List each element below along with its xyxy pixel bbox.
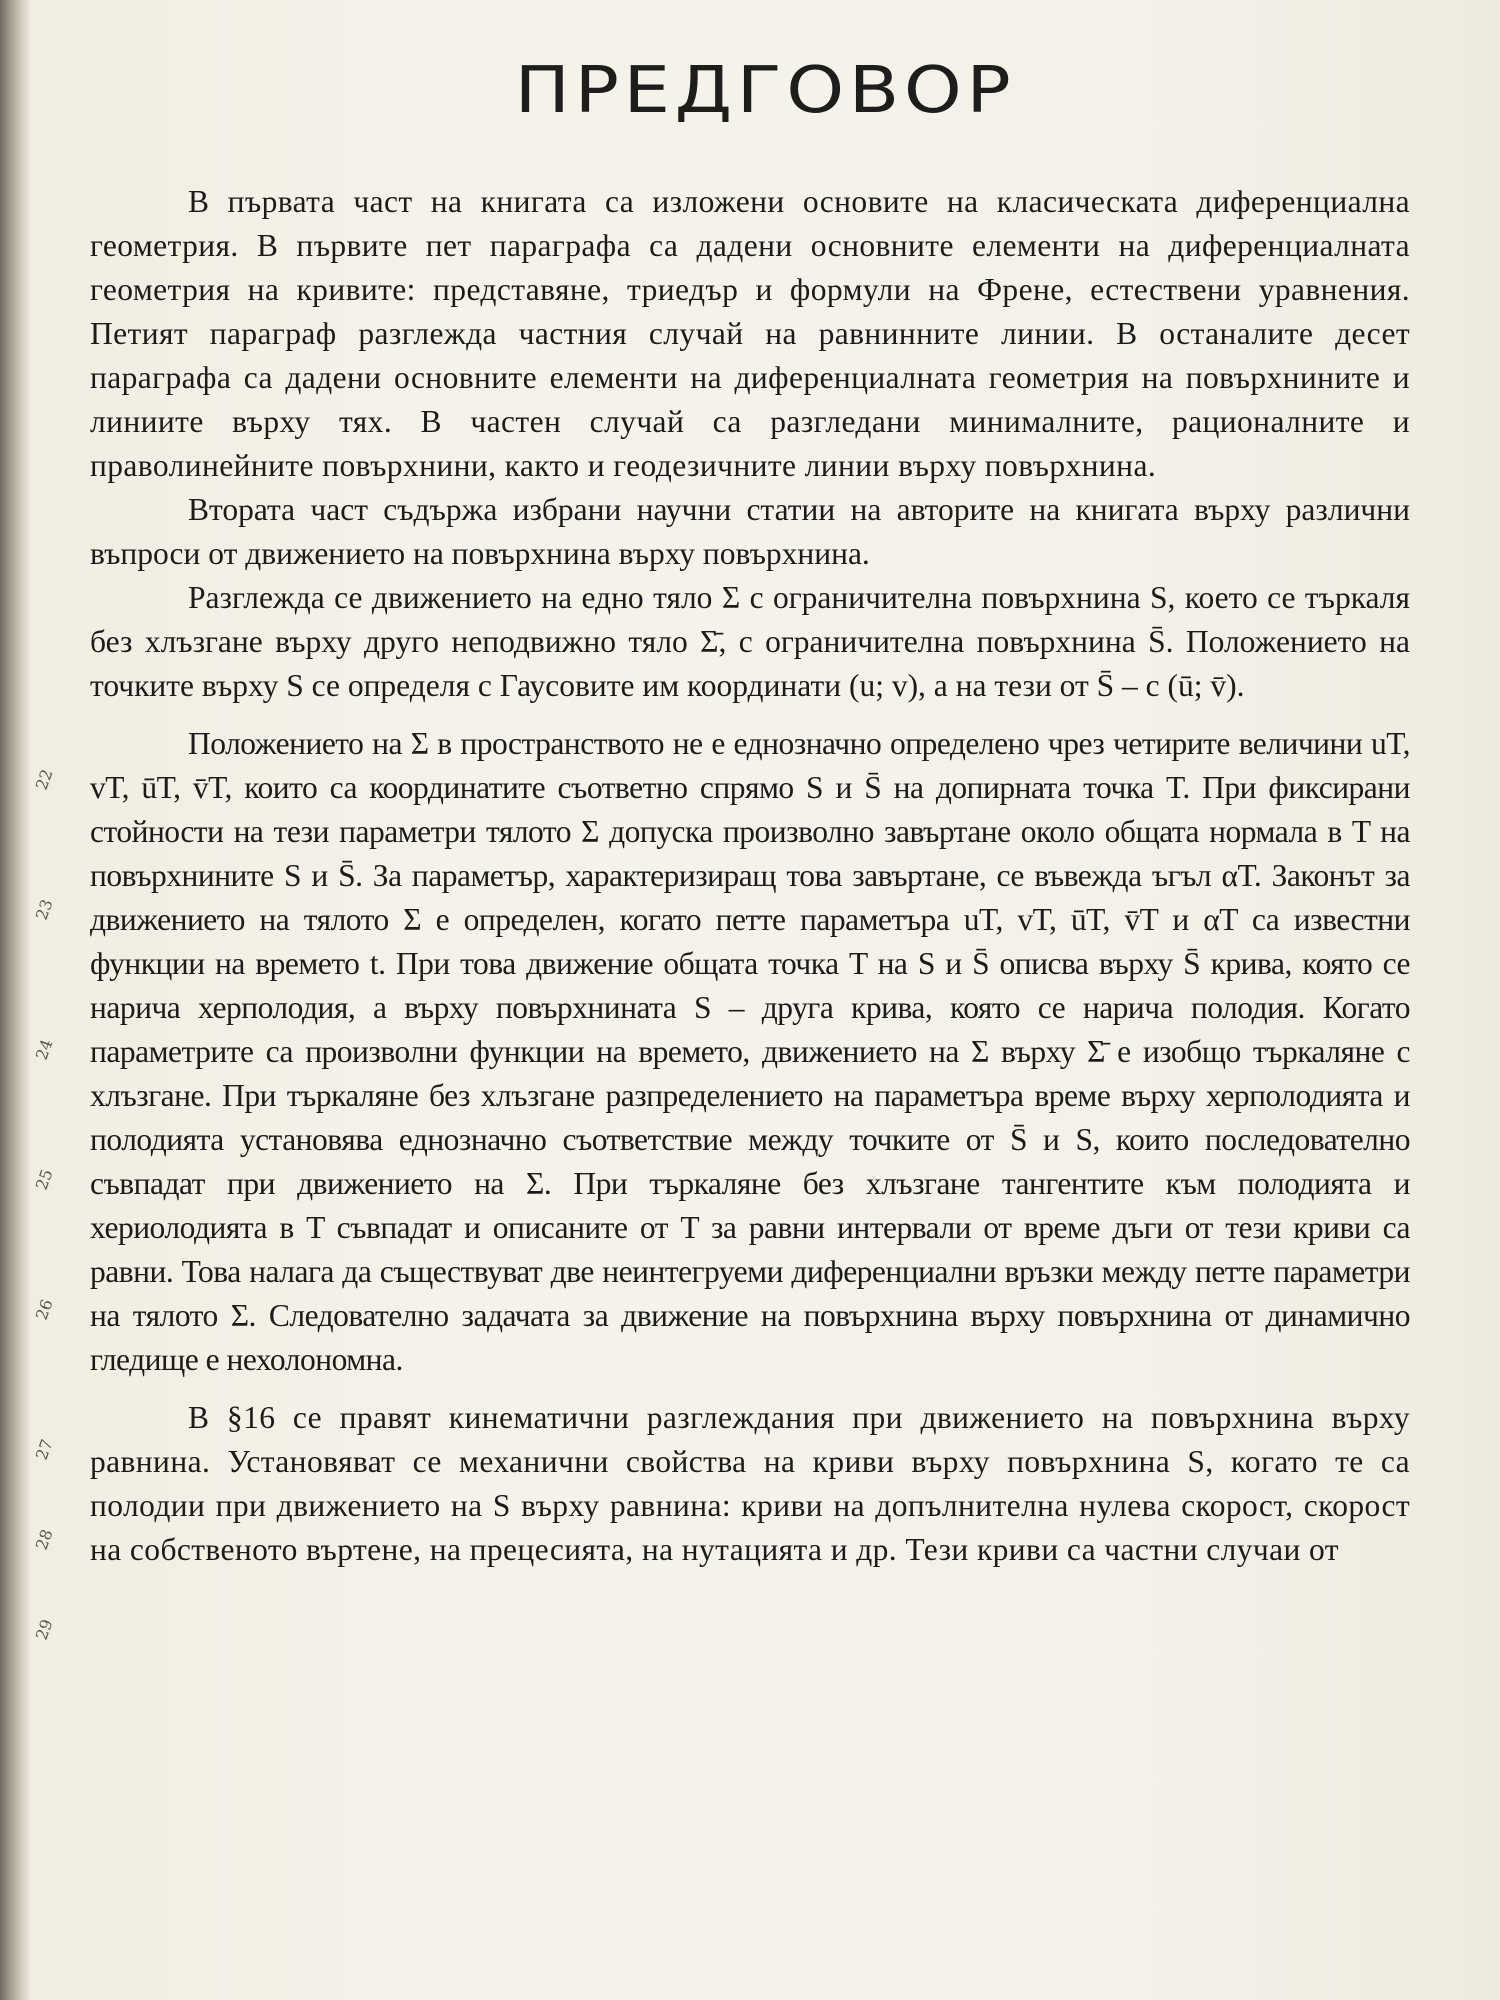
paragraph-5: В §16 се правят кинематични разглеждания при движението на повърхнина върху равнина. Установяват се механични свойства на криви върху повърхнина S, когато те са полодии при движението на S върху равнина: криви на допълнителна нулева скорост, скорост на собственото въртене, на прецесията, на нутацията и др. Тези криви са частни случаи от	[90, 1400, 1410, 1567]
preface-body	[90, 180, 1410, 1572]
paragraph-1: В първата част на книгата са изложени основите на класическата диференциална геометрия. В първите пет параграфа са дадени основните елементи на диференциалната геометрия на кривите: представяне, триедър и формули на Френе, естествени уравнения. Петият параграф разглежда частния случай на равнинните линии. В останалите десет параграфа са дадени основните елементи на диференциалната геометрия на повърхнините и линиите върху тях. В частен случай са разгледани минималните, рационалните и праволинейните повърхнини, както и геодезичните линии върху повърхнина.	[90, 184, 1410, 483]
margin-number: 26	[31, 1296, 57, 1323]
paragraph-2: Втората част съдържа избрани научни статии на авторите на книгата върху различни въпроси от движението на повърхнина върху повърхнина.	[90, 492, 1410, 571]
margin-number: 29	[31, 1616, 57, 1643]
margin-number: 24	[31, 1036, 57, 1063]
margin-number: 23	[31, 896, 57, 923]
margin-number: 22	[31, 766, 57, 793]
page-title: ПРЕДГОВОР	[514, 54, 1016, 128]
margin-number: 25	[31, 1166, 57, 1193]
book-page	[30, 0, 1500, 2000]
margin-number: 27	[31, 1436, 57, 1463]
paragraph-4: Положението на Σ в пространството не е еднозначно определено чрез четирите величини uT, vT, ūT, v̄T, които са координатите съответно спрямо S и S̄ на допирната точка T. При фиксирани стойности на тези параметри тялото Σ допуска произволно завъртане около общата нормала в T на повърхнините S и S̄. За параметър, характеризиращ това завъртане, се въвежда ъгъл αT. Законът за движението на тялото Σ е определен, когато петте параметъра uT, vT, ūT, v̄T и αT са известни функции на времето t. При това движение общата точка T на S и S̄ описва върху S̄ крива, която се нарича херполодия, а върху повърхнината S – друга крива, която се нарича полодия. Когато параметрите са произволни функции на времето, движението на Σ върху Σ̄ е изобщо търкаляне с хлъзгане. При търкаляне без хлъзгане разпределението на параметъра време върху херполодията и полодията установява еднозначно съответствие между точките от S̄ и S, които последователно съвпадат при движението на Σ. При търкаляне без хлъзгане тангентите към полодията и хериолодията в T съвпадат и описаните от T за равни интервали от време дъги от тези криви са равни. Това налага да съществуват две неинтегруеми диференциални връзки между петте параметри на тялото Σ. Следователно задачата за движение на повърхнина върху повърхнина от динамично гледище е нехолономна.	[90, 726, 1410, 1377]
margin-number: 28	[31, 1526, 57, 1553]
book-spine-shadow	[0, 0, 30, 2000]
paragraph-3: Разглежда се движението на едно тяло Σ с ограничителна повърхнина S, което се търкаля без хлъзгане върху друго неподвижно тяло Σ̄, с ограничителна повърхнина S̄. Положението на точките върху S се определя с Гаусовите им координати (u; v), а на тези от S̄ – с (ū; v̄).	[90, 580, 1410, 703]
